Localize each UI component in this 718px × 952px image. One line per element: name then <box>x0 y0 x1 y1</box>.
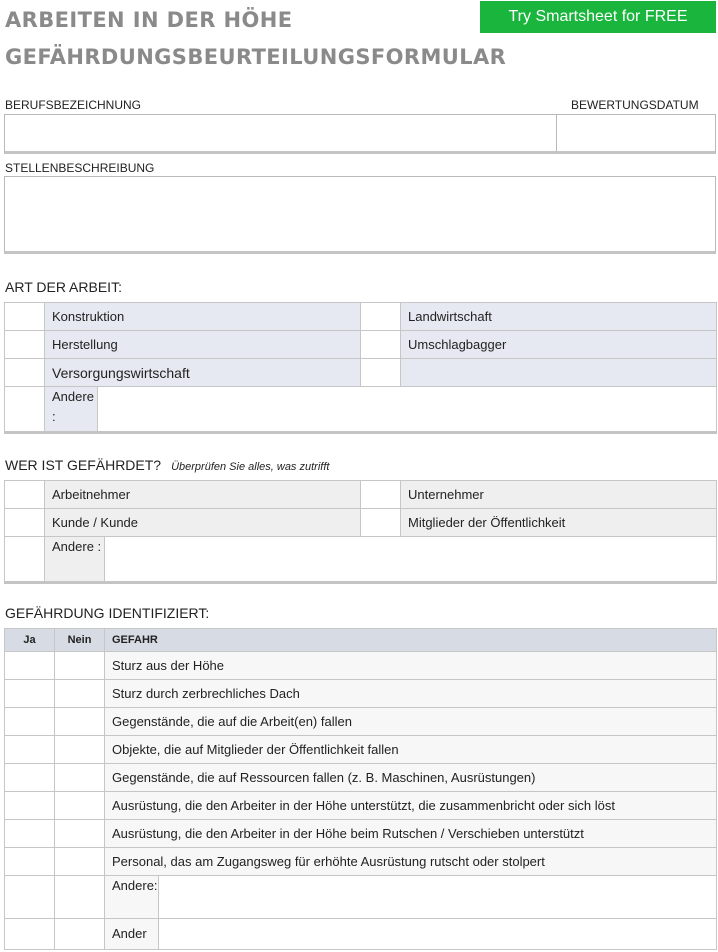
work-type-other-checkbox[interactable] <box>5 387 45 433</box>
hazard-yes-checkbox[interactable] <box>5 736 55 764</box>
try-smartsheet-button[interactable]: Try Smartsheet for FREE <box>480 1 716 33</box>
col-no-header: Nein <box>55 629 105 652</box>
hazard-other-input[interactable] <box>159 876 716 918</box>
job-description-label: STELLENBESCHREIBUNG <box>5 161 155 175</box>
job-title-label: BERUFSBEZEICHNUNG <box>5 98 142 112</box>
hazard-row: Personal, das am Zugangsweg für erhöhte Ausrüstung rutscht oder stolpert <box>105 848 717 876</box>
hazard-no-checkbox[interactable] <box>55 848 105 876</box>
hazard-no-checkbox[interactable] <box>55 792 105 820</box>
at-risk-option: Arbeitnehmer <box>45 481 361 509</box>
hazard-row: Ausrüstung, die den Arbeiter in der Höhe unterstützt, die zusammenbricht oder sich löst <box>105 792 717 820</box>
at-risk-other-label: Andere : <box>45 537 105 581</box>
hazard-other-no-checkbox[interactable] <box>55 876 105 919</box>
at-risk-title: WER IST GEFÄHRDET? <box>5 457 162 473</box>
hazard-row: Gegenstände, die auf Ressourcen fallen (z. B. Maschinen, Ausrüstungen) <box>105 764 717 792</box>
hazard-no-checkbox[interactable] <box>55 652 105 680</box>
hazard-no-checkbox[interactable] <box>55 708 105 736</box>
at-risk-other-checkbox[interactable] <box>5 537 45 583</box>
hazard-other-label: Andere: <box>105 876 159 918</box>
at-risk-checkbox[interactable] <box>361 509 401 537</box>
hazard-other-no-checkbox[interactable] <box>55 919 105 950</box>
hazard-yes-checkbox[interactable] <box>5 764 55 792</box>
work-type-checkbox[interactable] <box>361 303 401 331</box>
work-type-checkbox[interactable] <box>5 331 45 359</box>
hazard-other-yes-checkbox[interactable] <box>5 876 55 919</box>
hazard-yes-checkbox[interactable] <box>5 848 55 876</box>
assessment-date-label: BEWERTUNGSDATUM <box>571 98 699 112</box>
work-type-checkbox[interactable] <box>5 359 45 387</box>
hazard-yes-checkbox[interactable] <box>5 680 55 708</box>
hazard-yes-checkbox[interactable] <box>5 792 55 820</box>
job-title-field[interactable] <box>4 114 557 154</box>
at-risk-heading <box>5 457 329 473</box>
at-risk-other-input[interactable] <box>105 537 716 581</box>
hazard-other-label: Ander <box>105 919 159 949</box>
col-hazard-header: GEFAHR <box>105 629 717 652</box>
hazard-row: Sturz aus der Höhe <box>105 652 717 680</box>
work-type-checkbox[interactable] <box>361 331 401 359</box>
at-risk-option: Unternehmer <box>401 481 717 509</box>
at-risk-note: Überprüfen Sie alles, was zutrifft <box>171 461 330 473</box>
hazard-yes-checkbox[interactable] <box>5 708 55 736</box>
at-risk-checkbox[interactable] <box>5 509 45 537</box>
at-risk-option: Mitglieder der Öffentlichkeit <box>401 509 717 537</box>
form-title-line1: ARBEITEN IN DER HÖHE <box>5 8 293 32</box>
work-type-option: Landwirtschaft <box>401 303 717 331</box>
form-title-line2: GEFÄHRDUNGSBEURTEILUNGSFORMULAR <box>5 45 507 69</box>
hazard-other-yes-checkbox[interactable] <box>5 919 55 950</box>
work-type-option: Umschlagbagger <box>401 331 717 359</box>
work-type-option-empty <box>401 359 717 387</box>
hazards-table <box>4 628 717 950</box>
hazard-no-checkbox[interactable] <box>55 736 105 764</box>
work-type-other-input[interactable] <box>98 387 716 431</box>
work-type-option: Versorgungswirtschaft <box>45 359 361 387</box>
at-risk-table <box>4 480 717 584</box>
work-type-checkbox[interactable] <box>361 359 401 387</box>
hazard-no-checkbox[interactable] <box>55 680 105 708</box>
hazard-row: Ausrüstung, die den Arbeiter in der Höhe beim Rutschen / Verschieben unterstützt <box>105 820 717 848</box>
work-type-other-label: Andere : <box>45 387 98 431</box>
at-risk-checkbox[interactable] <box>5 481 45 509</box>
hazards-heading: GEFÄHRDUNG IDENTIFIZIERT: <box>5 605 210 621</box>
hazard-yes-checkbox[interactable] <box>5 820 55 848</box>
work-type-table <box>4 302 717 434</box>
at-risk-option: Kunde / Kunde <box>45 509 361 537</box>
col-yes-header: Ja <box>5 629 55 652</box>
hazard-row: Sturz durch zerbrechliches Dach <box>105 680 717 708</box>
work-type-checkbox[interactable] <box>5 303 45 331</box>
hazard-yes-checkbox[interactable] <box>5 652 55 680</box>
work-type-option: Konstruktion <box>45 303 361 331</box>
work-type-option: Herstellung <box>45 331 361 359</box>
hazard-row: Gegenstände, die auf die Arbeit(en) fallen <box>105 708 717 736</box>
at-risk-checkbox[interactable] <box>361 481 401 509</box>
job-description-field[interactable] <box>4 176 716 254</box>
hazard-no-checkbox[interactable] <box>55 820 105 848</box>
work-type-heading: ART DER ARBEIT: <box>5 279 122 295</box>
hazard-row: Objekte, die auf Mitglieder der Öffentlichkeit fallen <box>105 736 717 764</box>
assessment-date-field[interactable] <box>556 114 716 154</box>
hazard-no-checkbox[interactable] <box>55 764 105 792</box>
